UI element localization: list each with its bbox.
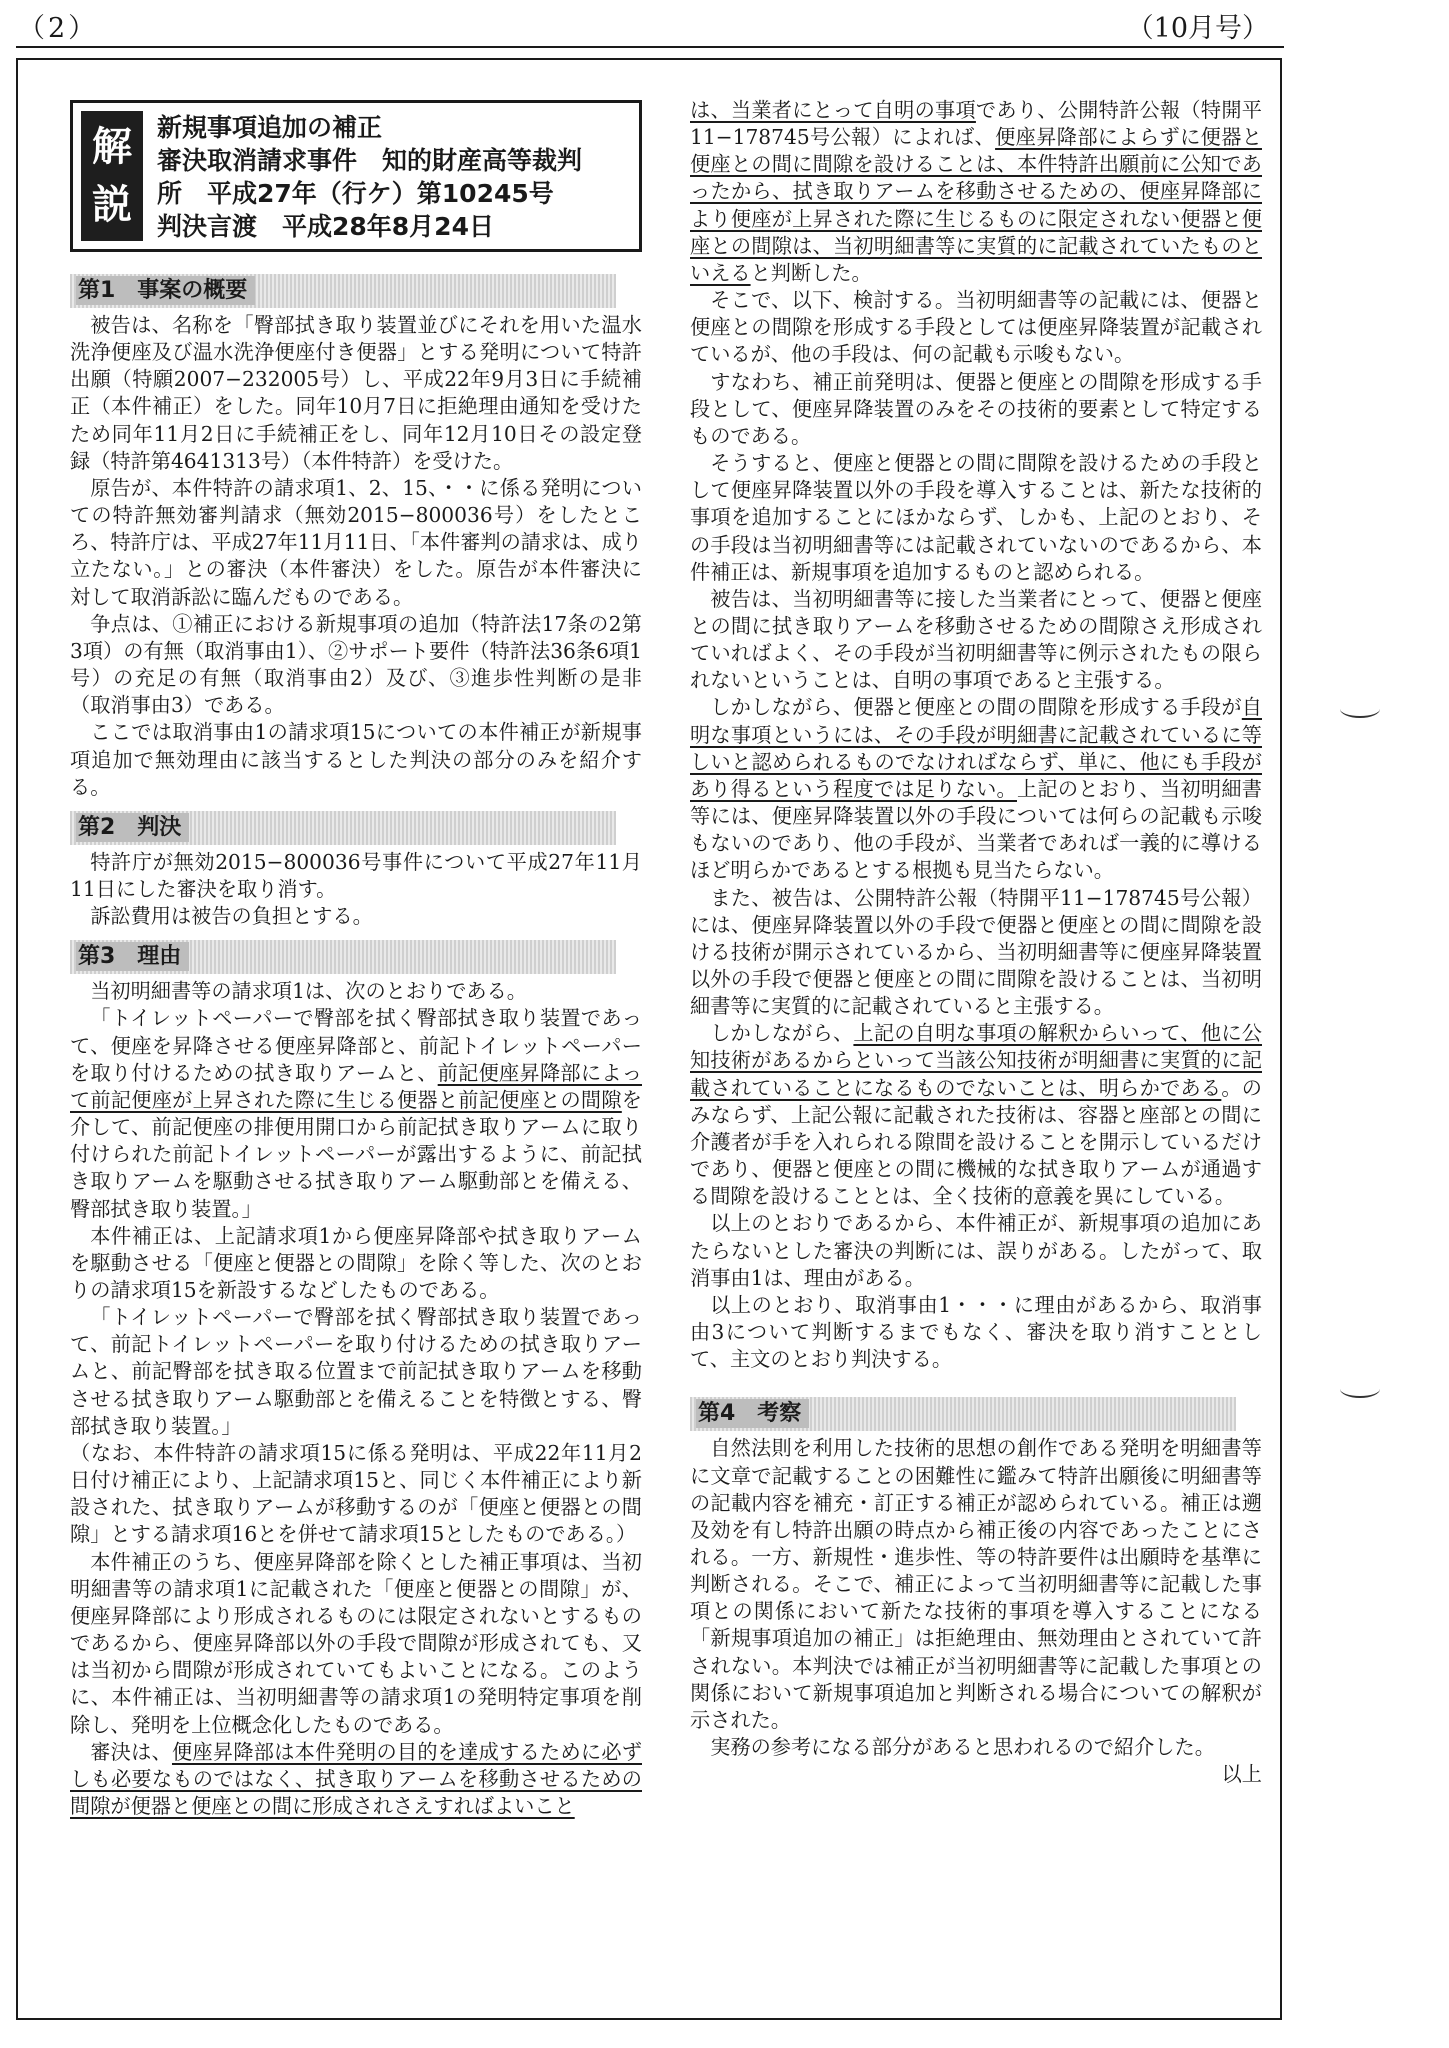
section-heading-3 (70, 940, 616, 974)
left-column (70, 100, 642, 1820)
underlined-text: 便座昇降部によらずに便器と便座との間に間隙を設けることは、本件特許出願前に公知であったから、拭き取りアームを移動させるための、便座昇降部により便座が上昇された際に生じるものに限定されない便器と便座との間隙は、当初明細書等に実質的に記載されていたものといえる (690, 125, 1262, 285)
paragraph-text: 審決は、 (90, 1739, 172, 1764)
badge-char-top: 解 (92, 123, 132, 170)
paragraph-text: しかしながら、便器と便座との間の間隙を形成する手段が (710, 695, 1242, 720)
case-title (157, 111, 633, 243)
commentary-badge (81, 111, 143, 241)
paragraph (690, 1020, 1262, 1210)
case-title-line: 新規事項追加の補正 (157, 113, 383, 142)
case-title-line: 所 平成27年（行ケ）第10245号 (157, 179, 554, 208)
quote-text: を介して、前記便座の排便用開口から前記拭き取りアームに取り付けられた前記トイレットペーパーが露出するように、前記拭き取りアームを駆動させる拭き取りアーム駆動部とを備える、臀部拭き取り装置。」 (70, 1087, 642, 1221)
margin-mark (1340, 1380, 1380, 1398)
paragraph: 被告は、名称を「臀部拭き取り装置並びにそれを用いた温水洗浄便座及び温水洗浄便座付き便器」とする発明について特許出願（特願2007−232005号）し、平成22年9月3日に手続補正（本件補正）をした。同年10月7日に拒絶理由通知を受けたため同年11月2日に手続補正をし、同年12月10日その設定登録（特許第4641313号）（本件特許）を受けた。 (70, 313, 642, 473)
paragraph: 本件補正のうち、便座昇降部を除くとした補正事項は、当初明細書等の請求項1に記載された「便座と便器との間隙」が、便座昇降部により形成されるものには限定されないとするものであるから、便座昇降部以外の手段で間隙が形成されても、又は当初から間隙が形成されていてもよいことになる。このように、本件補正は、当初明細書等の請求項1の発明特定事項を削除し、発明を上位概念化したものである。 (70, 1549, 642, 1737)
paragraph: 実務の参考になる部分があると思われるので紹介した。 (710, 1735, 1215, 1760)
paragraph: 原告が、本件特許の請求項1、2、15、・・に係る発明についての特許無効審判請求（無効2015−800036号）をしたところ、特許庁は、平成27年11月11日、「本件審判の請求は、成り立たない。」との審決（本件審決）をした。原告が本件審決に対して取消訴訟に臨んだものである。 (70, 475, 642, 609)
page-number: （2） (18, 13, 99, 44)
section-heading-text: 第1 事案の概要 (76, 276, 255, 305)
underlined-text: は、当業者にとって自明の事項 (690, 98, 976, 122)
underlined-text: 便座昇降部は本件発明の目的を達成するために必ずしも必要なものではなく、拭き取りアームを移動させるための間隙が便器と便座との間に形成されさえすればよいこと (70, 1739, 642, 1818)
paragraph: ここでは取消事由1の請求項15についての本件補正が新規事項追加で無効理由に該当するとした判決の部分のみを紹介する。 (70, 720, 642, 799)
commentary-title-box (70, 100, 642, 252)
section-heading-2 (70, 811, 616, 845)
paragraph: 争点は、①補正における新規事項の追加（特許法17条の2第3項）の有無（取消事由1）、②サポート要件（特許法36条6項1号）の充足の有無（取消事由2）及び、③進歩性判断の是非（取消事由3）である。 (70, 611, 642, 718)
badge-char-bottom: 説 (92, 181, 132, 228)
paragraph-text: 。のみならず、上記公報に記載された技術は、容器と座部との間に介護者が手を入れられる隙間を設けることを開示しているだけであり、便器と便座との間に機械的な拭き取りアームが通過する間隙を設けることとは、全く技術的意義を異にしている。 (690, 1075, 1262, 1209)
closing-mark: 以上 (1221, 1762, 1262, 1787)
paragraph: 当初明細書等の請求項1は、次のとおりである。 (90, 979, 527, 1004)
paragraph: 訴訟費用は被告の負担とする。 (90, 904, 373, 929)
paragraph-text: しかしながら、 (710, 1021, 854, 1046)
header-rule (16, 46, 1284, 48)
paragraph-text: であり、公開特許公報（特開平11−178745号公報）によれば、 (690, 98, 1262, 150)
quote-text: 「トイレットペーパーで臀部を拭く臀部拭き取り装置であって、便座を昇降させる便座昇降部と、前記トイレットペーパーを取り付けるための拭き取りアームと、 (70, 1006, 642, 1085)
paragraph: 以上のとおり、取消事由1・・・に理由があるから、取消事由3について判断するまでもなく、審決を取り消すこととして、主文のとおり判決する。 (690, 1292, 1262, 1372)
paragraph: 以上のとおりであるから、本件補正が、新規事項の追加にあたらないとした審決の判断には、誤りがある。したがって、取消事由1は、理由がある。 (690, 1211, 1262, 1290)
margin-mark (1340, 700, 1380, 718)
paragraph-text: 上記のとおり、当初明細書等には、便座昇降装置以外の手段については何らの記載も示唆もないのであり、他の手段が、当業者であれば一義的に導けるほど明らかであるとする根拠も見当たらない。 (690, 776, 1262, 883)
issue-label: （10月号） (1126, 13, 1269, 44)
underlined-text: 前記便座昇降部によって前記便座が上昇された際に生じる便器と前記便座との間隙 (70, 1060, 642, 1112)
section-heading-1 (70, 274, 616, 308)
claim-quote: 「トイレットペーパーで臀部を拭く臀部拭き取り装置であって、前記トイレットペーパーを取り付けるための拭き取りアームと、前記臀部を拭き取る位置まで前記拭き取りアームを移動させる拭き取りアーム駆動部とを備えることを特徴とする、臀部拭き取り装置。」 (70, 1305, 642, 1438)
paragraph (690, 694, 1262, 884)
paragraph: そうすると、便座と便器との間に間隙を設けるための手段として便座昇降装置以外の手段を導入することは、新たな技術的事項を追加することにほかならず、しかも、上記のとおり、その手段は当初明細書等には記載されていないのであるから、本件補正は、新規事項を追加するものと認められる。 (690, 451, 1262, 584)
paragraph (70, 1739, 642, 1820)
underlined-text: 上記の自明な事項の解釈からいって、他に公知技術があるからといって当該公知技術が明細書に実質的に記載されていることになるものでないことは、明らかである (690, 1021, 1262, 1100)
paragraph (690, 97, 1262, 287)
case-title-line: 審決取消請求事件 知的財産高等裁判 (157, 146, 583, 175)
paragraph: 特許庁が無効2015−800036号事件について平成27年11月11日にした審決を取り消す。 (70, 849, 642, 901)
paragraph: 本件補正は、上記請求項1から便座昇降部や拭き取りアームを駆動させる「便座と便器との間隙」を除く等した、次のとおりの請求項15を新設するなどしたものである。 (70, 1223, 642, 1302)
paragraph: すなわち、補正前発明は、便器と便座との間隙を形成する手段として、便座昇降装置のみをその技術的要素として特定するものである。 (690, 369, 1262, 448)
claim-quote (70, 1005, 642, 1222)
section-heading-4 (690, 1397, 1236, 1431)
underlined-text: 自明な事項というには、その手段が明細書に記載されているに等しいと認められるものでなければならず、単に、他にも手段があり得るという程度では足りない。 (690, 695, 1262, 801)
case-title-line: 判決言渡 平成28年8月24日 (157, 212, 494, 241)
paragraph: そこで、以下、検討する。当初明細書等の記載には、便器と便座との間隙を形成する手段としては便座昇降装置が記載されているが、他の手段は、何の記載も示唆もない。 (690, 288, 1262, 367)
right-column (690, 97, 1262, 1788)
paragraph: また、被告は、公開特許公報（特開平11−178745号公報）には、便座昇降装置以外の手段で便器と便座との間に間隙を設ける技術が開示されているから、当初明細書等に便座昇降装置以外の手段で便器と便座との間に間隙を設けることは、当初明細書等に実質的に記載されていると主張する。 (690, 885, 1262, 1019)
section-heading-text: 第2 判決 (76, 813, 189, 842)
section-heading-text: 第4 考察 (696, 1399, 809, 1428)
paragraph: 自然法則を利用した技術的思想の創作である発明を明細書等に文章で記載することの困難性に鑑みて特許出願後に明細書等の記載内容を補充・訂正する補正が認められている。補正は遡及効を有し特許出願の時点から補正後の内容であったことにされる。一方、新規性・進歩性、等の特許要件は出願時を基準に判断される。そこで、補正によって当初明細書等に記載した事項との関係において新たな技術的事項を導入することになる「新規事項追加の補正」は拒絶理由、無効理由とされていて許されない。本判決では補正が当初明細書等に記載した事項との関係において新規事項追加と判断される場合についての解釈が示された。 (690, 1436, 1262, 1732)
paragraph-text: と判断した。 (750, 260, 872, 285)
note-paragraph: （なお、本件特許の請求項15に係る発明は、平成22年11月2日付け補正により、上記請求項15と、同じく本件補正により新設された、拭き取りアームが移動するのが「便座と便器との間隙」とする請求項16とを併せて請求項15としたものである。） (70, 1440, 642, 1547)
section-heading-text: 第3 理由 (76, 942, 189, 971)
paragraph: 被告は、当初明細書等に接した当業者にとって、便器と便座との間に拭き取りアームを移動させるための間隙さえ形成されていればよく、その手段が当初明細書等に例示されたもの限られないということは、自明の事項であると主張する。 (690, 586, 1262, 693)
